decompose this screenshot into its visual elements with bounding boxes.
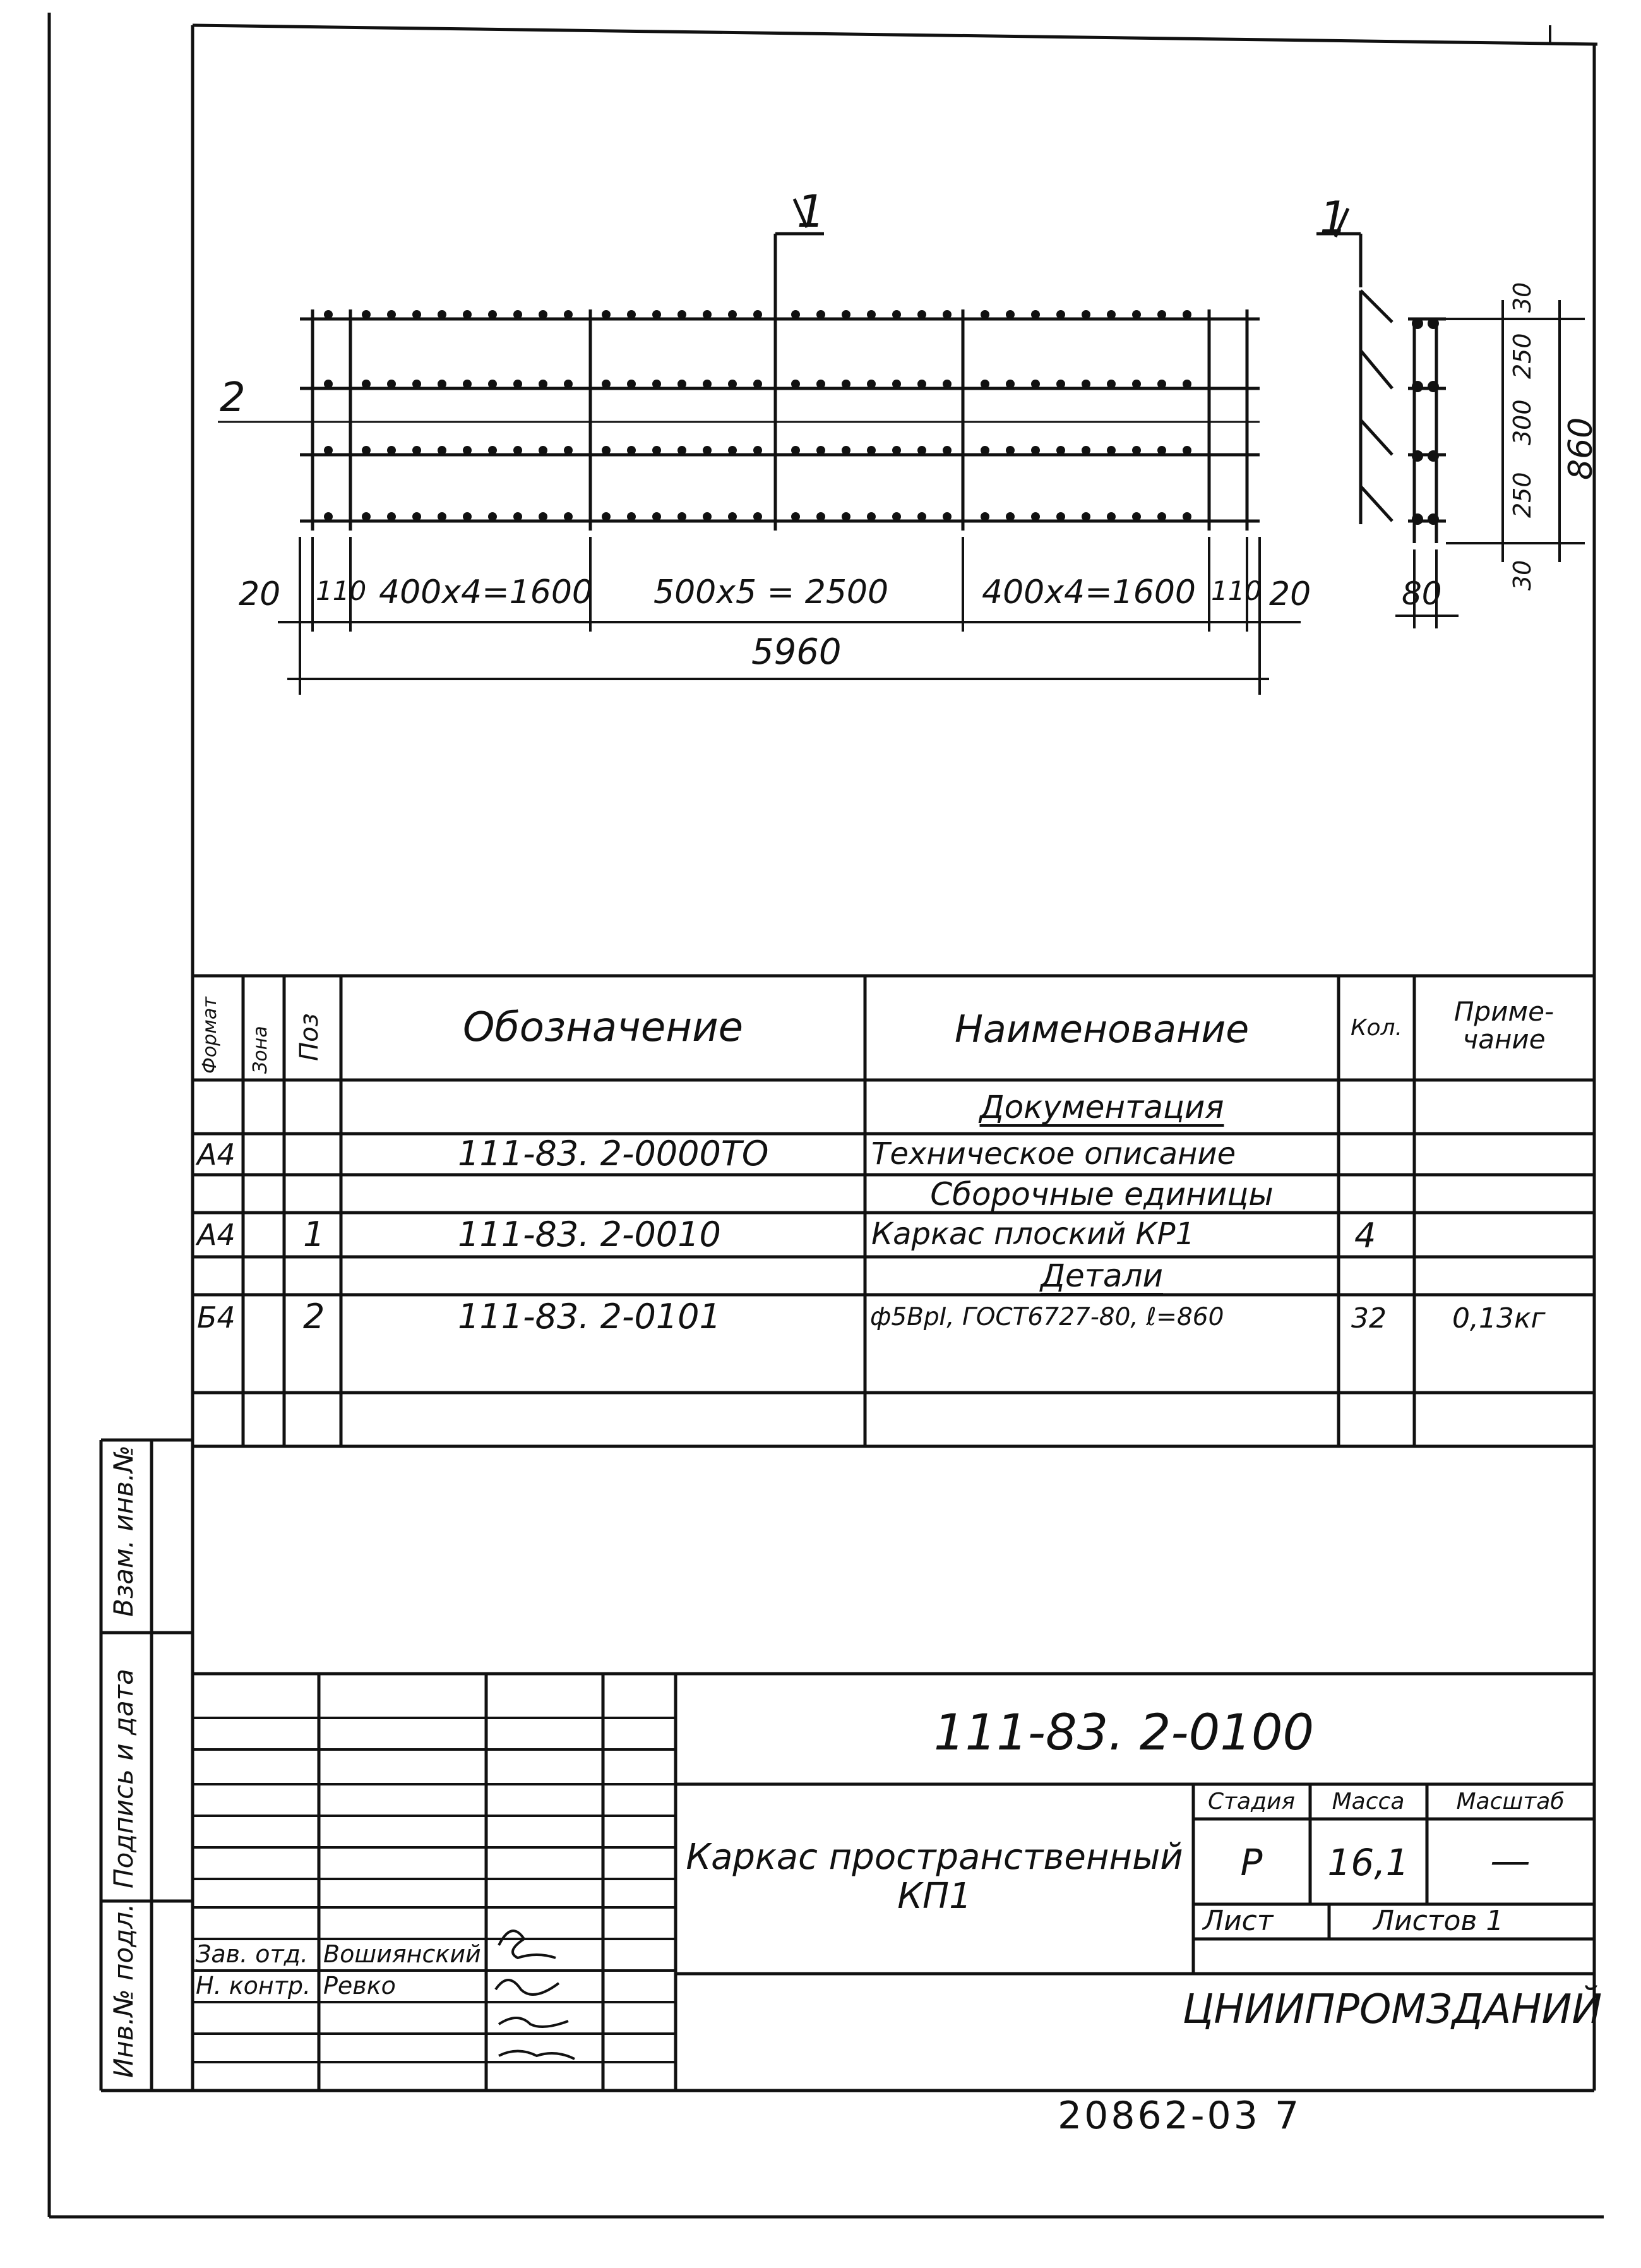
header-format: Формат [199, 997, 221, 1074]
sign-role-1: Н. контр. [196, 1972, 311, 2000]
spec-row-5-format: Б4 [197, 1300, 236, 1335]
strip-inv-orig: Инв.№ подл. [108, 1903, 139, 2078]
section-mark-side-label: 1 [1320, 192, 1348, 244]
spec-row-3-qty: 4 [1354, 1216, 1376, 1256]
sign-name-0: Вошиянский [323, 1940, 481, 1968]
spec-row-1-name: Техническое описание [871, 1136, 1236, 1172]
header-designation: Обозначение [462, 1004, 744, 1051]
org-name: ЦНИИПРОМЗДАНИЙ [1182, 1986, 1602, 2033]
header-note: Приме- чание [1453, 996, 1554, 1055]
spec-row-3-name: Каркас плоский КР1 [871, 1216, 1195, 1252]
sign-role-0: Зав. отд. [196, 1940, 308, 1968]
header-name: Наименование [954, 1007, 1250, 1052]
dim-side-30-top: 30 [1508, 282, 1536, 313]
dim-20-left: 20 [239, 575, 281, 613]
spec-row-3-format: А4 [197, 1218, 236, 1252]
stage-value: Р [1240, 1841, 1263, 1884]
dim-110-left: 110 [316, 575, 367, 606]
stage-label: Стадия [1207, 1789, 1296, 1815]
mass-value: 16,1 [1327, 1841, 1409, 1884]
header-pos: Поз [295, 1013, 324, 1061]
spec-row-2-name: Сборочные единицы [930, 1176, 1274, 1213]
spec-row-0-name: Документация [979, 1089, 1224, 1125]
strip-vzam-inv: Взам. инв.№ [108, 1445, 139, 1617]
spec-row-4-name: Детали [1040, 1257, 1164, 1294]
dim-side-total: 860 [1562, 417, 1600, 480]
spec-row-3-designation: 111-83. 2-0010 [458, 1215, 721, 1254]
mass-label: Масса [1332, 1789, 1405, 1815]
spec-row-5-note: 0,13кг [1452, 1302, 1546, 1335]
sheet-label: Лист [1203, 1905, 1274, 1937]
dim-side-width: 80 [1402, 575, 1442, 612]
dim-110-right: 110 [1211, 575, 1262, 606]
dim-side-250-top: 250 [1508, 333, 1536, 379]
spec-row-5-designation: 111-83. 2-0101 [458, 1297, 721, 1336]
dim-side-300: 300 [1508, 399, 1536, 445]
spec-row-5-pos: 2 [303, 1297, 325, 1336]
doc-title: Каркас пространственный КП1 [686, 1837, 1183, 1917]
frame-top [193, 25, 1597, 44]
strip-sign-date: Подпись и дата [108, 1669, 139, 1888]
dim-side-250-bottom: 250 [1508, 472, 1536, 518]
spec-table-grid [193, 976, 1594, 1446]
dim-400x4-left: 400x4=1600 [379, 573, 594, 611]
section-mark-label: 1 [797, 186, 825, 237]
spec-row-1-format: А4 [197, 1137, 236, 1172]
spec-row-5-name: ф5ВрI, ГОСТ6727-80, ℓ=860 [870, 1303, 1224, 1331]
rebar-beads [324, 310, 1191, 521]
sign-name-1: Ревко [323, 1972, 396, 2000]
cage-section-view [1316, 208, 1446, 543]
spec-row-3-pos: 1 [303, 1215, 325, 1254]
scale-value: — [1490, 1838, 1531, 1885]
header-qty: Кол. [1350, 1015, 1403, 1041]
doc-code: 111-83. 2-0100 [933, 1705, 1315, 1761]
scale-label: Масштаб [1456, 1789, 1565, 1815]
cage-plan-view [218, 199, 1260, 531]
signature-scribbles [496, 1931, 575, 2059]
dim-20-right: 20 [1269, 575, 1311, 613]
spec-row-5-qty: 32 [1351, 1302, 1387, 1335]
header-zone: Зона [249, 1026, 272, 1074]
sheets-label: Листов 1 [1373, 1905, 1504, 1937]
spec-row-1-designation: 111-83. 2-0000ТО [458, 1134, 769, 1173]
dim-400x4-right: 400x4=1600 [982, 573, 1196, 611]
dim-500x5: 500x5 = 2500 [653, 573, 889, 611]
footer-number: 20862-03 7 [1058, 2094, 1302, 2138]
dim-side-30-bottom: 30 [1508, 560, 1536, 591]
dim-total: 5960 [751, 632, 842, 673]
position-callout-label: 2 [220, 375, 246, 421]
